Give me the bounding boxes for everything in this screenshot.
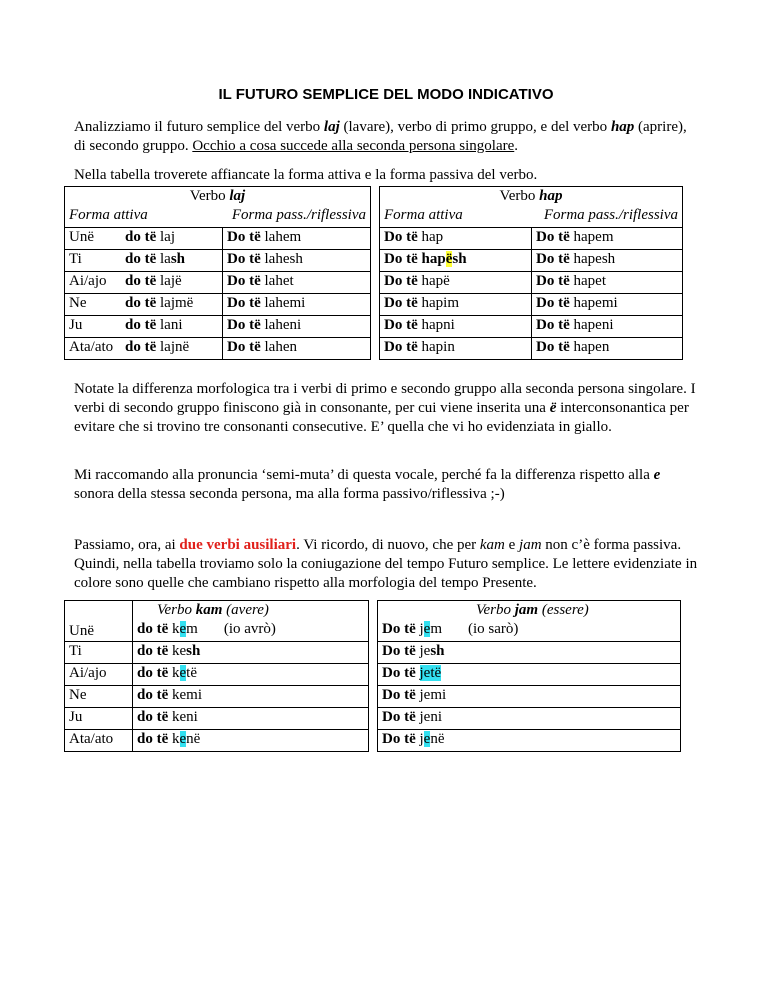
highlight-cyan: e: [179, 665, 187, 681]
table-row: Ai/ajo do të ketë Do të jetë: [65, 664, 681, 686]
table-row: Ne do të lajmë Do të lahemi Do të hapim Do të hapemi: [65, 294, 683, 316]
table-row: Ti do të lash Do të lahesh Do të hapësh Do të hapesh: [65, 250, 683, 272]
table-row: Ai/ajo do të lajë Do të lahet Do të hapë Do të hapet: [65, 272, 683, 294]
table-row: Ju do të lani Do të laheni Do të hapni Do të hapeni: [65, 316, 683, 338]
verb-hap: hap: [610, 119, 635, 135]
intro-paragraph: [74, 118, 698, 156]
table-row: Unë do të laj Do të lahem Do të hap Do të hapem: [65, 228, 683, 250]
intro2-paragraph: Nella tabella troverete affiancate la forma attiva e la forma passiva del verbo.: [74, 167, 538, 183]
highlight-cyan: e: [179, 621, 187, 637]
hap-header: Verbo hap Forma attiva Forma pass./riflessiva: [380, 187, 683, 228]
page-title: IL FUTURO SEMPLICE DEL MODO INDICATIVO: [218, 86, 554, 103]
table-row: Ti do të kesh Do të jesh: [65, 642, 681, 664]
conjugation-table-laj-hap: [64, 186, 683, 360]
highlight-yellow: ë: [445, 251, 453, 267]
highlight-cyan: jetë: [419, 665, 442, 681]
intro-text: (aprire), di secondo gruppo.: [74, 119, 687, 154]
highlight-cyan: e: [423, 621, 431, 637]
conjugation-table-kam-jam: [64, 600, 681, 752]
aux-paragraph: Passiamo, ora, ai due verbi ausiliari. Vi ricordo, di nuovo, che per kam e jam non c’è forma passiva. Quindi, nella tabella troviamo solo la coniugazione del tempo Futuro semplice. Le lettere evidenziate in colore sono quelle che cambiano rispetto alla morfologia del tempo Presente.: [74, 537, 698, 591]
kam-header: Verbo kam (avere): [157, 602, 269, 618]
jam-header: Verbo jam (essere): [476, 602, 589, 618]
red-highlight: due verbi ausiliari: [179, 537, 297, 553]
highlight-cyan: e: [423, 731, 431, 747]
table-row: Ne do të kemi Do të jemi: [65, 686, 681, 708]
intro-text: .: [514, 138, 519, 154]
intro-text: Analizziamo il futuro semplice del verbo: [74, 119, 324, 135]
intro-text: (lavare), verbo di primo gruppo, e del verbo: [339, 119, 611, 135]
notes-paragraph-2: Mi raccomando alla pronuncia ‘semi-muta’ di questa vocale, perché fa la differenza rispetto alla e sonora della stessa seconda persona, ma alla forma passivo/riflessiva ;-): [74, 467, 661, 502]
verb-laj: laj: [323, 119, 340, 135]
highlight-cyan: e: [179, 731, 187, 747]
table-row: Ju do të keni Do të jeni: [65, 708, 681, 730]
table-row: Ata/ato do të kenë Do të jenë: [65, 730, 681, 752]
notes-paragraph-1: Notate la differenza morfologica tra i verbi di primo e secondo gruppo alla seconda persona singolare. I verbi di secondo gruppo finiscono già in consonante, per cui viene inserita una ë interconsonantica per evitare che si trovino tre consonanti consecutive. E’ quella che vi ho evidenziata in giallo.: [74, 381, 696, 435]
laj-header: Verbo laj Forma attiva Forma pass./riflessiva: [65, 187, 371, 228]
underlined-warning: Occhio a cosa succede alla seconda persona singolare: [192, 138, 515, 154]
table-row: Ata/ato do të lajnë Do të lahen Do të hapin Do të hapen: [65, 338, 683, 360]
table-row: Unë Verbo kam (avere) do të kem (io avrò) Verbo jam (essere) Do të jem (io sarò): [65, 601, 681, 642]
